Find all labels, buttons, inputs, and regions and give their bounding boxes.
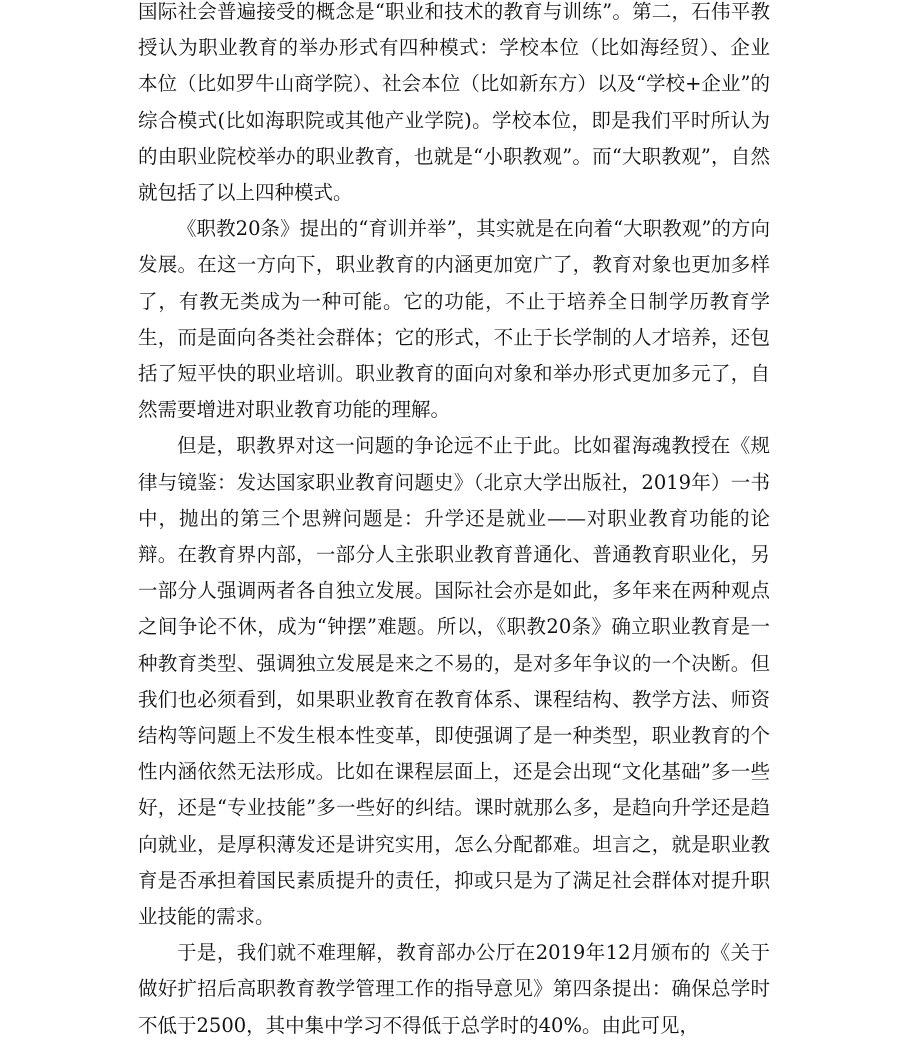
- paragraph: 但是，职教界对这一问题的争论远不止于此。比如翟海魂教授在《规律与镜鉴：发达国家职业教育问题史》（北京大学出版社，2019年）一书中，抛出的第三个思辨问题是：升学还是就业——对职业教育功能的论辩。在教育界内部，一部分人主张职业教育普通化、普通教育职业化，另一部分人强调两者各自独立发展。国际社会亦是如此，多年来在两种观点之间争论不休，成为“钟摆”难题。所以，《职教20条》确立职业教育是一种教育类型、强调独立发展是来之不易的，是对多年争议的一个决断。但我们也必须看到，如果职业教育在教育体系、课程结构、教学方法、师资结构等问题上不发生根本性变革，即使强调了是一种类型，职业教育的个性内涵依然无法形成。比如在课程层面上，还是会出现“文化基础”多一些好，还是“专业技能”多一些好的纠结。课时就那么多，是趋向升学还是趋向就业，是厚积薄发还是讲究实用，怎么分配都难。坦言之，就是职业教育是否承担着国民素质提升的责任，抑或只是为了满足社会群体对提升职业技能的需求。: [138, 434, 770, 929]
- body-text: [138, 0, 770, 1042]
- paragraph: 《职教20条》提出的“育训并举”，其实就是在向着“大职教观”的方向发展。在这一方向下，职业教育的内涵更加宽广了，教育对象也更加多样了，有教无类成为一种可能。它的功能，不止于培养全日制学历教育学生，而是面向各类社会群体；它的形式，不止于长学制的人才培养，还包括了短平快的职业培训。职业教育的面向对象和举办形式更加多元了，自然需要增进对职业教育功能的理解。: [138, 217, 770, 422]
- paragraph-continued: 国际社会普遍接受的概念是“职业和技术的教育与训练”。第二，石伟平教授认为职业教育的举办形式有四种模式：学校本位（比如海经贸）、企业本位（比如罗牛山商学院）、社会本位（比如新东方）以及“学校+企业”的综合模式(比如海职院或其他产业学院)。学校本位，即是我们平时所认为的由职业院校举办的职业教育，也就是“小职教观”。而“大职教观”，自然就包括了以上四种模式。: [138, 0, 770, 205]
- paragraph: 于是，我们就不难理解，教育部办公厅在2019年12月颁布的《关于做好扩招后高职教育教学管理工作的指导意见》第四条提出：确保总学时不低于2500，其中集中学习不得低于总学时的40%。由此可见，: [138, 941, 770, 1037]
